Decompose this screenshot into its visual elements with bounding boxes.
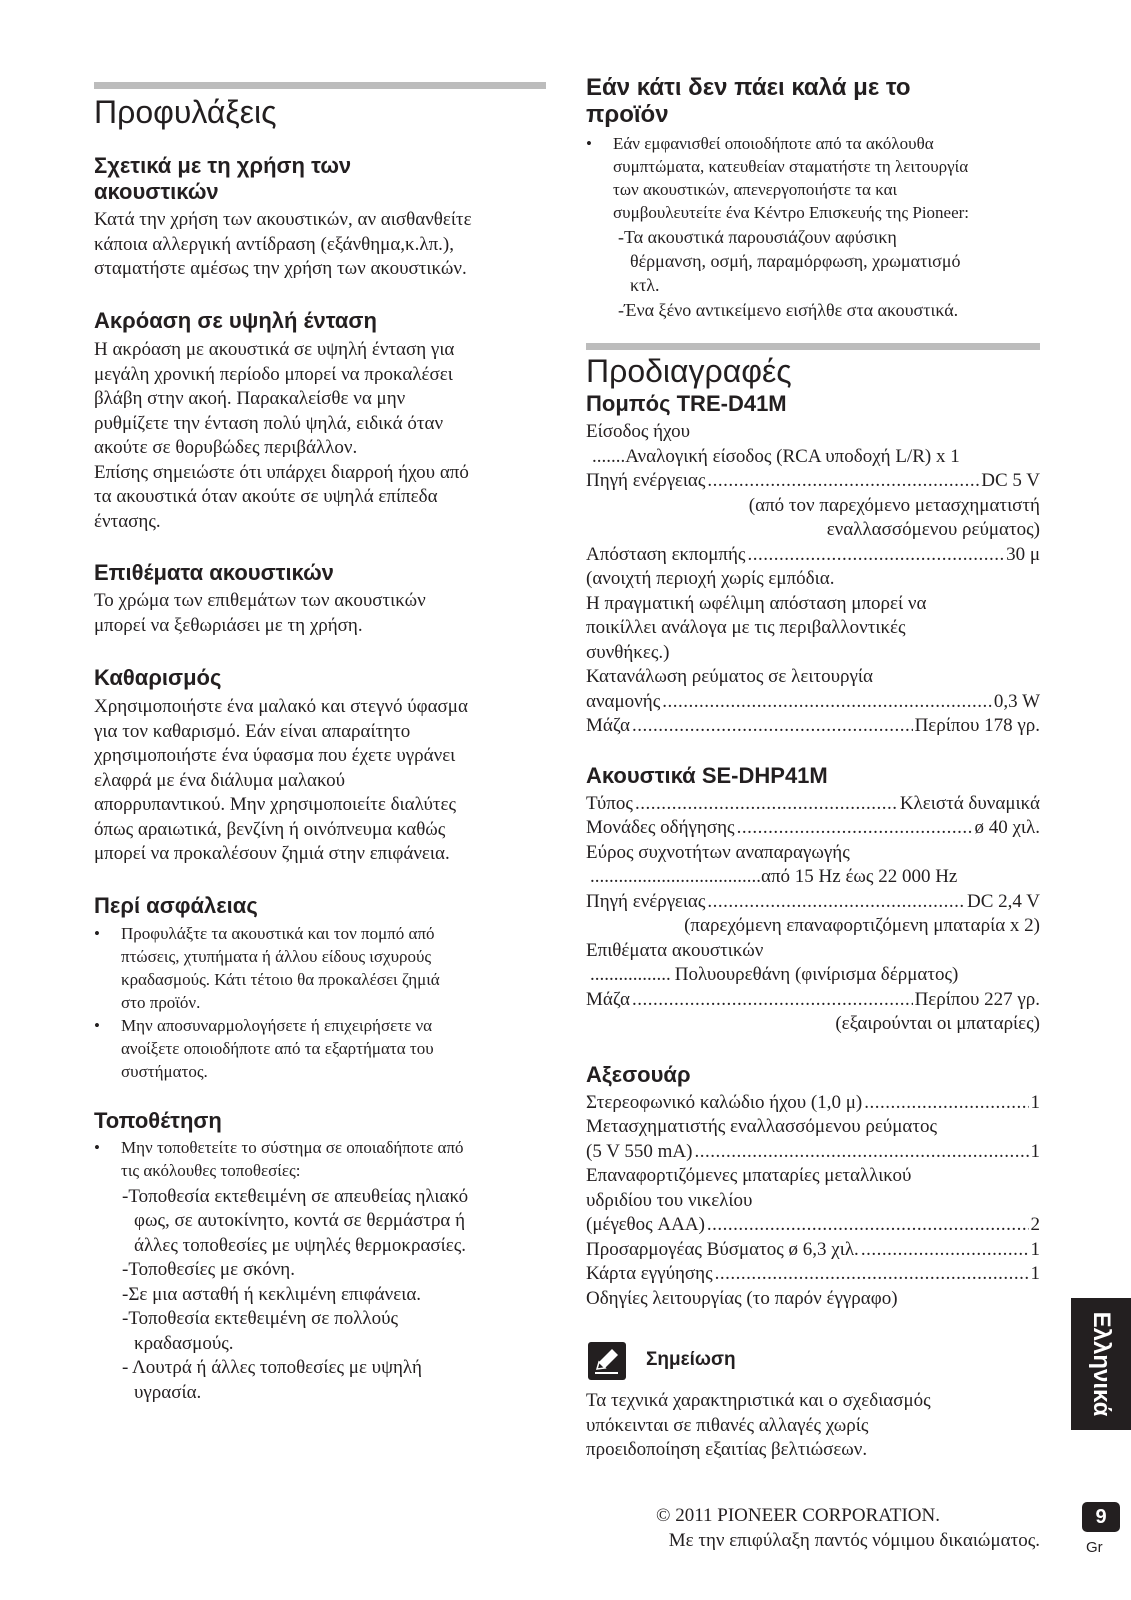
text-line: • Μην αποσυναρμολογήσετε ή επιχειρήσετε να xyxy=(121,1016,433,1035)
spec-audio-in-value xyxy=(586,445,1040,470)
spec-note: εναλλασσόμενου ρεύματος) xyxy=(826,519,1040,540)
ear-pads-heading: Επιθέματα ακουστικών xyxy=(94,560,334,585)
placement-list xyxy=(94,1136,554,1182)
symptom-item-cont: κτλ. xyxy=(630,275,660,295)
spec-row-mass xyxy=(586,714,1040,739)
spec-label: αναμονής xyxy=(586,691,661,712)
spec-note: (από τον παρεχόμενο μετασχηματιστή xyxy=(748,495,1040,516)
text-line: τα ακουστικά όταν ακούτε σε υψηλά επίπεδα xyxy=(94,486,438,507)
cleaning-heading: Καθαρισμός xyxy=(94,665,222,690)
copyright xyxy=(586,1504,1040,1553)
section-rule xyxy=(586,343,1040,350)
spec-note: Η πραγματική ωφέλιμη απόσταση μπορεί να xyxy=(586,593,927,614)
text-line: συμπτώματα, κατευθείαν σταματήστε τη λειτουργία xyxy=(613,157,969,176)
spec-pads-label: Επιθέματα ακουστικών xyxy=(586,940,764,961)
spec-battery-label: Επαναφορτιζόμενες μπαταρίες μεταλλικού xyxy=(586,1165,912,1186)
dot-leader xyxy=(864,1091,1028,1116)
spec-value: DC 5 V xyxy=(981,470,1040,491)
spec-label: Προσαρμογέας Βύσματος ø 6,3 χιλ. xyxy=(586,1239,859,1260)
spec-value: Περίπου 178 γρ. xyxy=(914,715,1040,736)
spec-row-hp-power xyxy=(586,890,1040,915)
note-text xyxy=(586,1389,1046,1463)
spec-label: (5 V 550 mA) xyxy=(586,1141,693,1162)
accessories-heading: Αξεσουάρ xyxy=(586,1062,691,1087)
spec-note: συνθήκες.) xyxy=(586,642,670,663)
spec-row-plug xyxy=(586,1238,1040,1263)
text-line: κάποια αλλεργική αντίδραση (εξάνθημα,κ.λπ.), xyxy=(94,233,454,255)
spec-label: (μέγεθος AAA) xyxy=(586,1214,705,1235)
placement-item-cont: υγρασία. xyxy=(134,1382,202,1403)
text-line: σταματήστε αμέσως την χρήση των ακουστικών. xyxy=(94,258,467,279)
spec-value: 0,3 W xyxy=(993,691,1040,712)
placement-item: -Σε μια ασταθή ή κεκλιμένη επιφάνεια. xyxy=(122,1284,422,1305)
language-tab xyxy=(1071,1298,1131,1430)
cleaning-text xyxy=(94,695,554,867)
text-line: μπορεί να ξεθωριάσει με τη χρήση. xyxy=(94,614,363,636)
text-line: Το χρώμα των επιθεμάτων των ακουστικών xyxy=(94,590,426,611)
spec-label: Τύπος xyxy=(586,793,633,814)
troubleshooting-heading xyxy=(586,74,911,128)
dot-leader xyxy=(747,543,1004,568)
spec-value: Αναλογική είσοδος (RCA υποδοχή L/R) x 1 xyxy=(625,446,960,467)
text-line: συστήματος. xyxy=(121,1062,208,1081)
spec-row-driver xyxy=(586,816,1040,841)
placement-item-cont: φως, σε αυτοκίνητο, κοντά σε θερμάστρα ή xyxy=(134,1210,466,1231)
text-line: υπόκεινται σε πιθανές αλλαγές χωρίς xyxy=(586,1414,869,1436)
spec-note: (παρεχόμενη επαναφορτιζόμενη μπαταρία x 2) xyxy=(684,915,1040,936)
text-line: των ακουστικών, απενεργοποιήστε τα και xyxy=(613,180,898,199)
spec-label: Απόσταση εκπομπής xyxy=(586,544,746,565)
spec-row-cable xyxy=(586,1091,1040,1116)
text-line: μεγάλη χρονική περίοδο μπορεί να προκαλέσει xyxy=(94,363,453,385)
text-line: τις ακόλουθες τοποθεσίες: xyxy=(121,1161,301,1180)
spec-note: (ανοιχτή περιοχή χωρίς εμπόδια. xyxy=(586,568,835,589)
text-line: Η ακρόαση με ακουστικά σε υψηλή ένταση για xyxy=(94,339,455,360)
text-line: Χρησιμοποιήστε ένα μαλακό και στεγνό ύφασμα xyxy=(94,696,468,717)
spec-label: Πηγή ενέργειας xyxy=(586,891,706,912)
spec-label: Μάζα xyxy=(586,715,630,736)
text-line: Επίσης σημειώστε ότι υπάρχει διαρροή ήχου από xyxy=(94,461,469,483)
placement-item: -Τοποθεσίες με σκόνη. xyxy=(122,1259,295,1280)
list-item xyxy=(94,922,554,1014)
dot-leader xyxy=(694,1140,1028,1165)
spec-value: Κλειστά δυναμικά xyxy=(899,793,1040,814)
spec-label: Πηγή ενέργειας xyxy=(586,470,706,491)
text-line: ρυθμίζετε την ένταση πολύ ψηλά, ειδικά όταν xyxy=(94,412,444,434)
spec-label: Στερεοφωνικό καλώδιο ήχου (1,0 μ) xyxy=(586,1092,863,1113)
usage-heading-line2: ακουστικών xyxy=(94,179,219,204)
placement-item: -Τοποθεσία εκτεθειμένη σε πολλούς xyxy=(122,1308,399,1329)
specifications-title: Προδιαγραφές xyxy=(586,353,792,389)
text-line: συμβουλευτείτε ένα Κέντρο Επισκευής της Pioneer: xyxy=(613,203,970,222)
dot-leader: .................................... xyxy=(590,866,761,887)
placement-heading: Τοποθέτηση xyxy=(94,1108,222,1133)
headphones-heading: Ακουστικά SE-DHP41M xyxy=(586,763,828,788)
spec-row-type xyxy=(586,792,1040,817)
spec-row-range xyxy=(586,543,1040,568)
section-rule xyxy=(94,82,546,89)
precautions-title: Προφυλάξεις xyxy=(94,94,277,130)
text-line: ακούτε σε θορυβώδες περιβάλλον. xyxy=(94,437,358,458)
spec-row-power xyxy=(586,469,1040,494)
text-line: χρησιμοποιήστε ένα ύφασμα που έχετε υγράνει xyxy=(94,745,456,766)
spec-adapter-label: Μετασχηματιστής εναλλασσόμενου ρεύματος xyxy=(586,1116,938,1137)
dot-leader xyxy=(635,792,898,817)
language-tab-label: Ελληνικά xyxy=(1088,1311,1115,1417)
troubleshooting-heading-line2: προϊόν xyxy=(586,101,669,128)
troubleshooting-heading-line1: Εάν κάτι δεν πάει καλά με το xyxy=(586,74,911,101)
spec-pads-value xyxy=(586,963,1040,988)
ear-pads-text xyxy=(94,589,554,638)
copyright-line: Με την επιφύλαξη παντός νόμιμου δικαιώματος. xyxy=(668,1529,1040,1551)
high-volume-heading: Ακρόαση σε υψηλή ένταση xyxy=(94,308,377,333)
symptom-item: -Τα ακουστικά παρουσιάζουν αφύσικη xyxy=(618,227,897,247)
dot-leader xyxy=(715,1262,1029,1287)
spec-row-warranty xyxy=(586,1262,1040,1287)
pencil-note-icon xyxy=(588,1342,626,1380)
text-line: βλάβη στην ακοή. Παρακαλείσθε να μην xyxy=(94,388,406,409)
spec-value: 1 xyxy=(1030,1239,1040,1260)
spec-value: 2 xyxy=(1030,1214,1040,1235)
spec-standby-label: Κατανάλωση ρεύματος σε λειτουργία xyxy=(586,666,873,687)
safety-list xyxy=(94,922,554,1083)
spec-battery-label: υδριδίου του νικελίου xyxy=(586,1190,753,1211)
spec-row-adapter xyxy=(586,1140,1040,1165)
placement-item-cont: άλλες τοποθεσίες με υψηλές θερμοκρασίες. xyxy=(134,1235,467,1256)
spec-manual: Οδηγίες λειτουργίας (το παρόν έγγραφο) xyxy=(586,1288,898,1309)
usage-heading xyxy=(94,153,351,205)
spec-freq-label: Εύρος συχνοτήτων αναπαραγωγής xyxy=(586,842,850,863)
placement-item: -Τοποθεσία εκτεθειμένη σε απευθείας ηλιακό xyxy=(122,1186,469,1207)
high-volume-text xyxy=(94,338,554,534)
spec-note: (εξαιρούνται οι μπαταρίες) xyxy=(835,1013,1040,1034)
text-line: για τον καθαρισμό. Εάν είναι απαραίτητο xyxy=(94,720,411,742)
text-line: πτώσεις, χτυπήματα ή άλλου είδους ισχυρούς xyxy=(121,947,432,966)
text-line: ανοίξετε οποιοδήποτε από τα εξαρτήματα του xyxy=(121,1039,434,1058)
dot-leader xyxy=(632,988,913,1013)
page-language-code: Gr xyxy=(1086,1539,1103,1556)
spec-value: από 15 Hz έως 22 000 Hz xyxy=(761,866,958,887)
usage-heading-line1: Σχετικά με τη χρήση των xyxy=(94,153,352,178)
spec-freq-value xyxy=(586,865,1040,890)
spec-value: 1 xyxy=(1030,1263,1040,1284)
placement-item: - Λουτρά ή άλλες τοποθεσίες με υψηλή xyxy=(122,1357,422,1378)
text-line: προειδοποίηση εξαιτίας βελτιώσεων. xyxy=(586,1439,868,1460)
text-line: Τα τεχνικά χαρακτηριστικά και ο σχεδιασμός xyxy=(586,1390,931,1411)
dot-leader xyxy=(737,816,973,841)
spec-value: ø 40 χιλ. xyxy=(974,817,1040,838)
text-line: έντασης. xyxy=(94,510,161,532)
text-line: Κατά την χρήση των ακουστικών, αν αισθανθείτε xyxy=(94,209,472,230)
text-line: στο προϊόν. xyxy=(121,993,201,1012)
list-item xyxy=(586,132,1046,224)
troubleshooting-list xyxy=(586,132,1046,224)
usage-text xyxy=(94,208,554,282)
placement-item-cont: κραδασμούς. xyxy=(134,1333,234,1354)
spec-value: 1 xyxy=(1030,1092,1040,1113)
text-line: • Μην τοποθετείτε το σύστημα σε οποιαδήποτε από xyxy=(121,1138,464,1157)
spec-label: Κάρτα εγγύησης xyxy=(586,1263,713,1284)
text-line: • Εάν εμφανισθεί οποιοδήποτε από τα ακόλουθα xyxy=(613,134,934,153)
pencil-note-icon xyxy=(588,1342,626,1380)
text-line: όπως αραιωτικά, βενζίνη ή οινόπνευμα καθώς xyxy=(94,818,446,840)
text-line: κραδασμούς. Κάτι τέτοιο θα προκαλέσει ζημιά xyxy=(121,970,440,989)
text-line: ελαφρά με ένα διάλυμα μαλακού xyxy=(94,769,346,791)
dot-leader xyxy=(707,890,965,915)
note-label: Σημείωση xyxy=(646,1349,736,1370)
transmitter-heading: Πομπός TRE-D41M xyxy=(586,391,787,416)
spec-value: 30 μ xyxy=(1006,544,1040,565)
spec-note: ποικίλλει ανάλογα με τις περιβαλλοντικές xyxy=(586,617,906,638)
text-line: απορρυπαντικού. Μην χρησιμοποιείτε διαλύτες xyxy=(94,794,457,815)
symptom-item: -Ένα ξένο αντικείμενο εισήλθε στα ακουστικά. xyxy=(618,300,959,320)
dot-leader xyxy=(861,1238,1029,1263)
spec-value: Περίπου 227 γρ. xyxy=(914,989,1040,1010)
spec-audio-in-label: Είσοδος ήχου xyxy=(586,421,691,442)
dot-leader: ....... xyxy=(592,446,626,467)
text-line: μπορεί να προκαλέσουν ζημιά στην επιφάνεια. xyxy=(94,843,450,864)
page-number: 9 xyxy=(1082,1502,1120,1532)
dot-leader xyxy=(707,1213,1029,1238)
text-line: • Προφυλάξτε τα ακουστικά και τον πομπό από xyxy=(121,924,435,943)
dot-leader xyxy=(662,690,992,715)
list-item xyxy=(94,1014,554,1083)
spec-value: DC 2,4 V xyxy=(966,891,1040,912)
dot-leader xyxy=(707,469,979,494)
spec-row-hp-mass xyxy=(586,988,1040,1013)
list-item xyxy=(94,1136,554,1182)
safety-heading: Περί ασφάλειας xyxy=(94,893,258,918)
dot-leader: ................. xyxy=(590,964,671,985)
dot-leader xyxy=(632,714,913,739)
spec-value: 1 xyxy=(1030,1141,1040,1162)
spec-label: Μάζα xyxy=(586,989,630,1010)
spec-row-standby xyxy=(586,690,1040,715)
spec-value: Πολυουρεθάνη (φινίρισμα δέρματος) xyxy=(674,964,959,985)
symptom-item-cont: θέρμανση, οσμή, παραμόρφωση, χρωματισμό xyxy=(630,251,961,271)
copyright-line: © 2011 PIONEER CORPORATION. xyxy=(656,1505,940,1526)
spec-label: Μονάδες οδήγησης xyxy=(586,817,735,838)
spec-row-battery xyxy=(586,1213,1040,1238)
